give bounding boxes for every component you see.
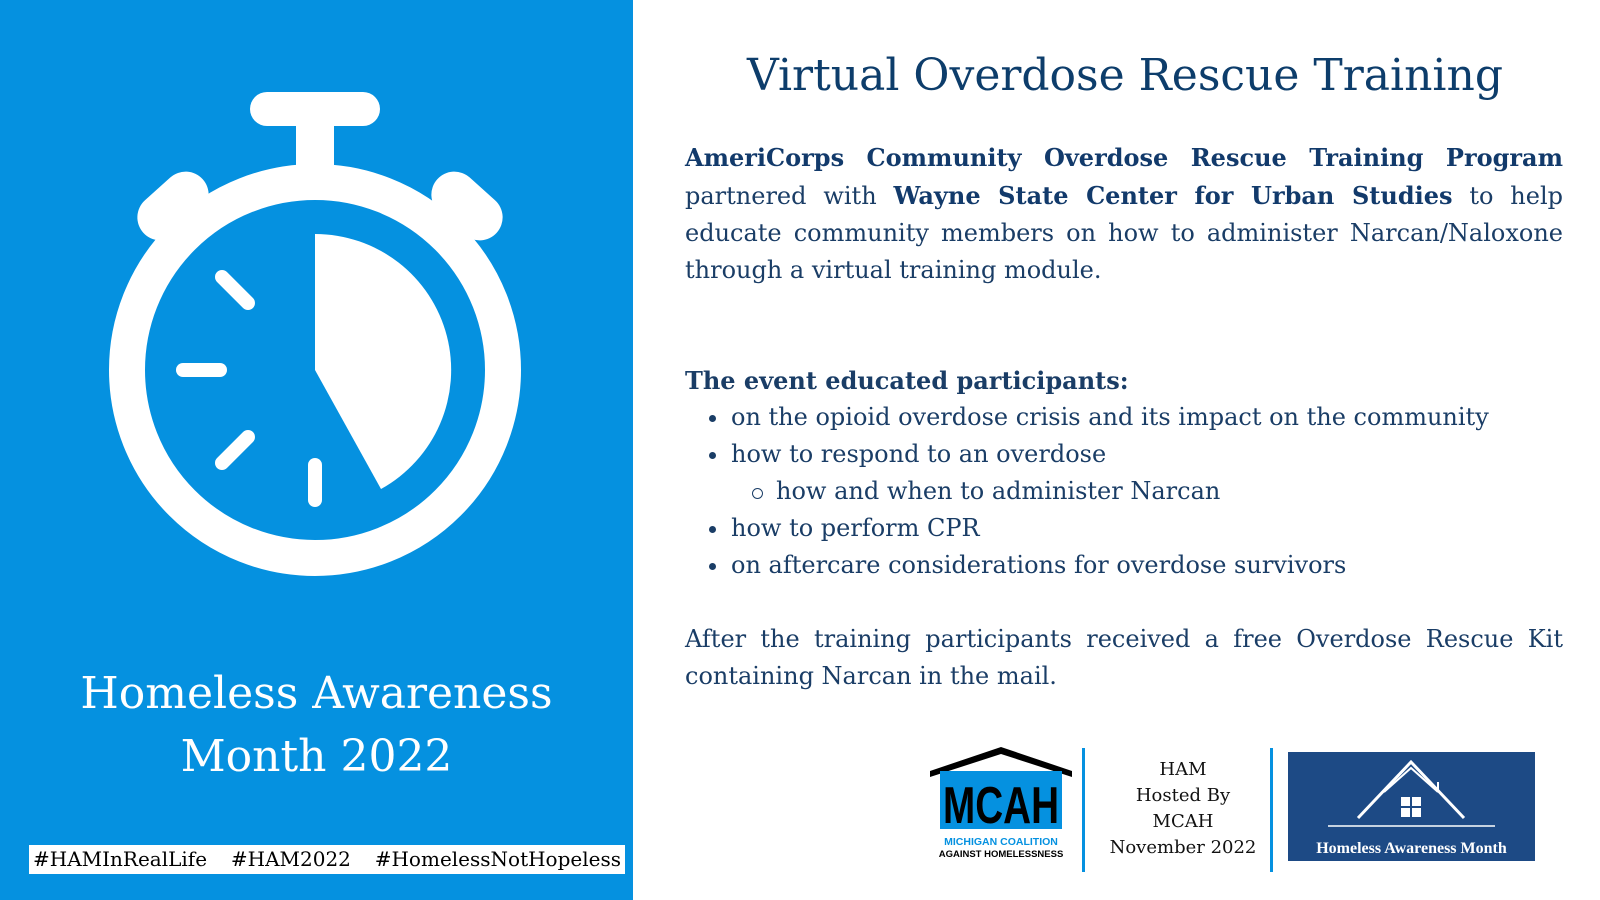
hashtag-bar (29, 845, 625, 874)
sub-list-item: how and when to administer Narcan (685, 473, 1585, 510)
org-wayne-state: Wayne State Center for Urban Studies (893, 181, 1453, 210)
host-info-line: HAM (1159, 759, 1207, 780)
list-item: on the opioid overdose crisis and its impact on the community (685, 399, 1585, 436)
host-info-line: MCAH (1152, 811, 1214, 832)
ham-logo (1288, 752, 1535, 861)
host-info-line: November 2022 (1109, 837, 1257, 858)
hashtag: #HAMInRealLife (33, 847, 208, 871)
org-americorps: AmeriCorps Community Overdose Rescue Training Program (685, 143, 1563, 172)
mcah-logo-line2: AGAINST HOMELESSNESS (938, 849, 1064, 860)
list-item: how to perform CPR (685, 510, 1585, 547)
intro-paragraph (685, 139, 1563, 289)
list-item: how to respond to an overdose (685, 436, 1585, 473)
left-title-line2: Month 2022 (180, 731, 453, 782)
ham-logo-text: Homeless Awareness Month (1316, 840, 1507, 857)
left-panel (0, 0, 633, 900)
page-title: Virtual Overdose Rescue Training (746, 50, 1504, 101)
left-title-line1: Homeless Awareness (80, 668, 553, 719)
event-heading: The event educated participants: (685, 366, 1129, 395)
host-info (1098, 757, 1268, 861)
mcah-logo (928, 745, 1074, 865)
bullet-list (685, 399, 1585, 584)
hashtag: #HomelessNotHopeless (374, 847, 621, 871)
left-title (0, 662, 633, 788)
divider-line (1270, 748, 1273, 872)
list-item: on aftercare considerations for overdose survivors (685, 547, 1585, 584)
intro-text-1: partnered with (685, 182, 894, 210)
hashtag: #HAM2022 (230, 847, 351, 871)
host-info-line: Hosted By (1135, 785, 1231, 806)
divider-line (1082, 748, 1085, 872)
intro-text-2: to help educate community members on how to administer Narcan/Naloxone through a virtual training module. (685, 182, 1563, 284)
window-icon (1401, 797, 1421, 817)
closing-paragraph: After the training participants received a free Overdose Rescue Kit containing Narcan in the mail. (685, 625, 1563, 690)
stopwatch-icon (100, 88, 540, 528)
mcah-logo-line1: MICHIGAN COALITION (944, 836, 1058, 848)
mcah-logo-letters: MCAH (943, 777, 1059, 835)
